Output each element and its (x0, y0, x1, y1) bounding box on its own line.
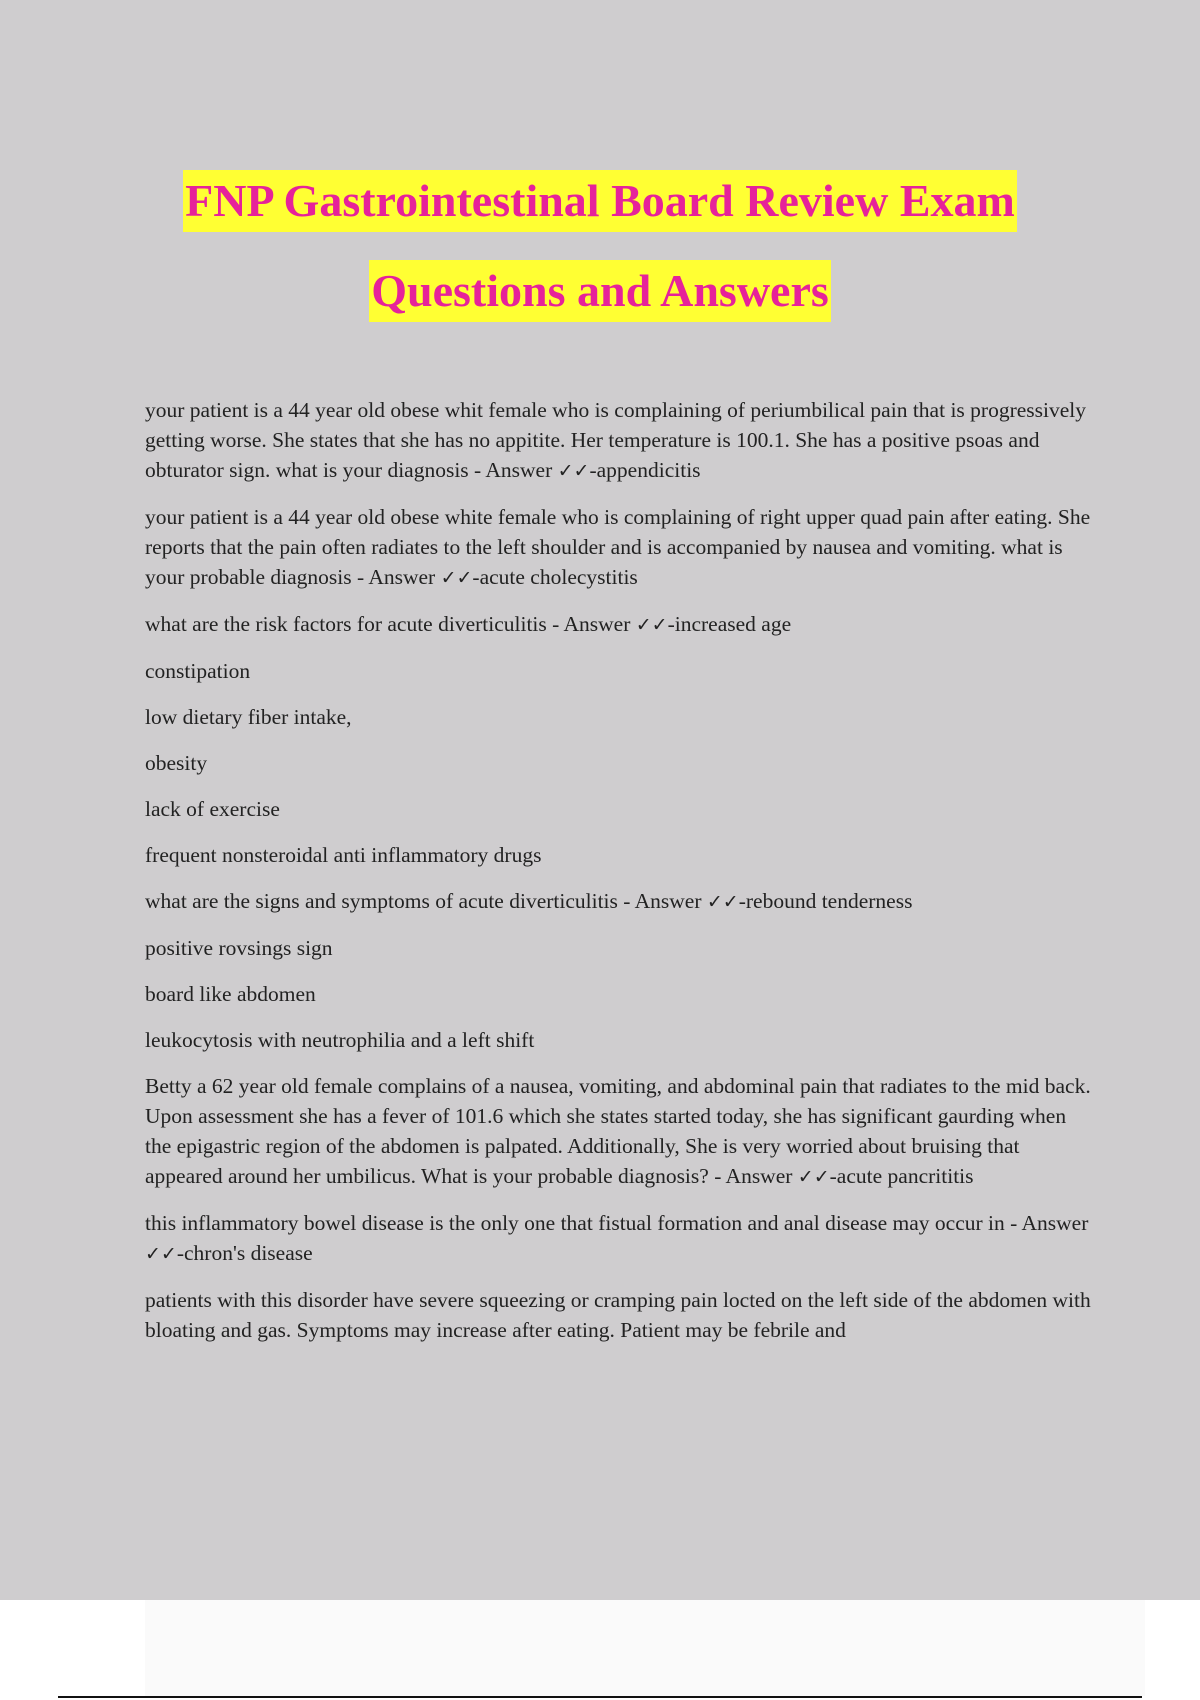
list-item: positive rovsings sign (145, 936, 333, 960)
qa-paragraph-diverticulitis-signs (145, 886, 1095, 917)
title-line-1: FNP Gastrointestinal Board Review Exam (183, 170, 1017, 232)
list-item: obesity (145, 751, 208, 775)
answer-text: -increased age (667, 612, 792, 636)
title-line-2: Questions and Answers (369, 260, 831, 322)
list-item: leukocytosis with neutrophilia and a left shift (145, 1028, 535, 1052)
qa-paragraph-appendicitis (145, 395, 1095, 486)
question-text: Betty a 62 year old female complains of a nausea, vomiting, and abdominal pain that radiates to the mid back. Upon assessment she has a fever of 101.6 which she states started today, she has significant gaurding when the epigastric region of the abdomen is palpated. Additionally, She is very worried about bruising that appeared around her umbilicus. What is your probable diagnosis? - Answer (145, 1074, 1091, 1188)
next-page-preview (0, 1600, 1200, 1700)
list-item: constipation (145, 659, 251, 683)
qa-paragraph-diverticulitis-risk (145, 609, 1095, 640)
answer-text: -acute cholecystitis (472, 565, 638, 589)
qa-paragraph-truncated: patients with this disorder have severe squeezing or cramping pain locted on the left side of the abdomen with bloating and gas. Symptoms may increase after eating. Patient may be febrile and (145, 1288, 1091, 1342)
page-divider (58, 1696, 1142, 1698)
list-item: low dietary fiber intake, (145, 705, 352, 729)
answer-text: -chron's disease (176, 1241, 313, 1265)
document-title (0, 170, 1200, 350)
double-check-icon: ✓✓ (557, 460, 590, 482)
double-check-icon: ✓✓ (797, 1166, 830, 1188)
qa-paragraph-pancreatitis (145, 1071, 1095, 1192)
next-page-strip (145, 1600, 1145, 1696)
answer-text: -rebound tenderness (738, 889, 913, 913)
answer-text: -acute pancrititis (829, 1164, 974, 1188)
list-item: board like abdomen (145, 982, 316, 1006)
qa-paragraph-crohns (145, 1208, 1095, 1269)
question-text: your patient is a 44 year old obese white female who is complaining of right upper quad pain after eating. She reports that the pain often radiates to the left shoulder and is accompanied by nausea and vomiting. what is your probable diagnosis - Answer (145, 505, 1091, 589)
question-text: what are the risk factors for acute diverticulitis - Answer (145, 612, 636, 636)
qa-paragraph-cholecystitis (145, 502, 1095, 593)
question-text: your patient is a 44 year old obese whit female who is complaining of periumbilical pain that is progressively getting worse. She states that she has no appitite. Her temperature is 100.1. She has a positive psoas and obturator sign. what is your diagnosis - Answer (145, 398, 1086, 482)
double-check-icon: ✓✓ (635, 614, 668, 636)
question-text: this inflammatory bowel disease is the only one that fistual formation and anal disease may occur in - Answer (145, 1211, 1089, 1235)
answer-text: -appendicitis (589, 458, 701, 482)
double-check-icon: ✓✓ (145, 1243, 177, 1265)
list-item: frequent nonsteroidal anti inflammatory drugs (145, 843, 542, 867)
document-body (145, 395, 1095, 1361)
double-check-icon: ✓✓ (440, 567, 473, 589)
list-item: lack of exercise (145, 797, 280, 821)
question-text: what are the signs and symptoms of acute diverticulitis - Answer (145, 889, 707, 913)
double-check-icon: ✓✓ (706, 891, 739, 913)
